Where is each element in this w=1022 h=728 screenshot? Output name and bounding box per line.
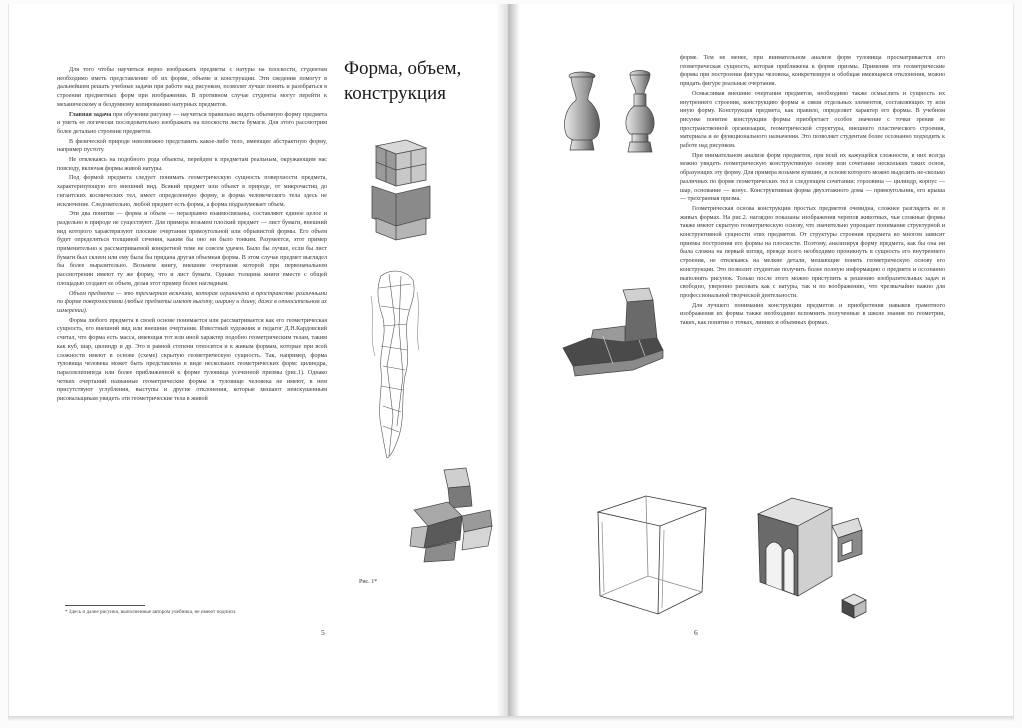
right-page [508,4,1014,716]
right-text-column [680,54,945,329]
torso-sketch [361,266,431,461]
page-number-left: 5 [321,628,325,637]
cube-stack-sketch [364,134,439,244]
paragraph: Для лучшего понимания конструкции предметов и приобретения навыков грамотного изображения их формы также необходимо вспомнить полученные в школе знания по геометрии, таких, как понятия о точках, линиях и объемных формах. [680,302,945,327]
shoe-sketch [553,286,673,386]
paragraph [57,111,327,137]
paragraph: Не отвлекаясь на подобного рода объекты, перейдем к предметам реальным, окружающим нас повсюду, включая формы живой натуры. [57,157,327,172]
paragraph: Геометрическая основа конструкции простых предметов очевидна, сложнее разглядеть ее в живых формах. На рис.2. наглядно показаны изображения черепов животных, чьи сложные формы также имеют скрытую геометрическую основу, что значительно упрощает понимание структурной и конструктивной сущности этих предметов. От структуры строения предмета во многом зависит приемы построения его формы на плоскости. Поэтому, анализируя форму предмета, как бы она ни была сложна на первый взгляд, прежде всего необходимо проникнуть в сущность его внутреннего строения, не отвлекаясь на мелкие детали, мешающие понять геометрическую основу его конструкции. Это позволит студентам получить более полную информацию о предмете и осознанно выполнять рисунок. Только после этого можно приступить к решению изобразительных задач и свободно, уверенно рисовать как с натуры, так и по воображению, что чрезвычайно важно для профессиональной творческой деятельности. [680,205,945,299]
paragraph: Для того чтобы научиться верно изображать предметы с натуры на плоскости, студентам необходимо иметь представление об их форме, объеме и конструкции. Эти сведения помогут в дальнейшем решать учебные задачи при работе над рисунком, позволят лучше понять и разобраться в строении предметных форм при изображении. В противном случае студенты могут перейти к механическому и бездумному копированию натурных предметов. [57,67,327,108]
house-sketch [748,492,878,624]
footnote-divider [65,605,145,606]
paragraph-rest: при обучении рисунку — научиться правильно видеть объемную форму предмета и уметь ее логически последовательно изображать на плоскости листа бумаги. Для этого рассмотрим более детально строение предметов. [57,111,327,135]
left-text-column [57,66,327,405]
left-page [8,4,504,716]
prism-figure-sketch [404,466,496,564]
figure-caption: Рис. 1* [359,579,378,585]
paragraph: При внимательном анализе форм предметов, при всей их кажущейся сложности, в них всегда можно увидеть геометрическую конструктивную основу или сочетание нескольких таких основ, образующих эту форму. Для примера возьмем кувшин, в основе которого можно выделить не-сколько различных по форме геометрических тел в следующем сочетании: горловина — цилиндр, корпус — шар, основание — конус. Конструктивная форма двухэтажного дома — прямоугольник, его крыша — трехгранная призма. [680,152,945,203]
paragraph: форме. Тем не менее, при внимательном анализе форм туловища просматривается его геометрическая сущность, которая приближена к форме призмы. Применяя эти геометрические формы при построении фигуры человека, конкретизируя и обобщая имеющиеся отклонения, можно придать фигуре реальные очертания. [680,55,945,88]
paragraph: Эти два понятия — форма и объем — неразрывно взаимосвязаны, составляют единое целое и раздельно в природе не существуют. Для примера возьмем плоский предмет — лист бумаги, внешний вид которого характеризуют плоские очертания прямоугольной или обрывистой формы. Его объем будет определяться толщиной сечения, каким бы оно ни было тонким. Разумеется, этот пример применительно к рассматриваемой конкретной теме не совсем удачен. Было бы лучше, если бы лист бумаги был склеен или ему была бы придана другая объемная форма. В этом случае предмет выглядел бы более выразительно. Возьмем книгу, внешние очертания которой при первоначальном рассмотрении имеют ту же форму, что и лист бумаги. Однако толщина книги вместе с общей площадью создают ее объем, делая этот пример более наглядным. [57,211,327,287]
lead-phrase: Главная задача [69,111,112,118]
paragraph: Форма любого предмета в своей основе понимается или рассматривается как его геометрическая сущность, его внешний вид или внешние очертания. Известный художник и педагог Д.Н.Кардовский считал, что форма есть масса, имеющая тот или иной характер подобно геометрическим телам, таким как куб, шар, цилиндр и др. Это в равной степени относится и к живым формам, которые при всей сложности имеют в основе (схеме) скрытую геометрическую сущность. Так, например, форма туловища человека может быть представлена в виде нескольких геометрических форм: цилиндра, параллелепипеда или более приближенной к форме туловища усеченной призмы (рис.1). Однако четких очертаний названные геометрические формы в туловище человека не имеют, в нем присутствуют углубления, выступы и другие отклонения, которые мешают неискушенным рисовальщикам увидеть эти геометрические тела в живой [57,317,327,403]
paragraph: Под формой предмета следует понимать геометрическую сущность поверхности предмета, характеризующую его внешний вид. Всякий предмет или объект в природе, от микрочастиц до гигантских космических тел, имеет определенную форму, и форма человеческого тела здесь не исключение. Следовательно, любой предмет есть форма, а форма подразумевает объем. [57,175,327,208]
page-title: Форма, объем, конструкция [344,58,462,104]
wireframe-cube-sketch [590,492,715,618]
paragraph: Объем предмета — это трехмерная величина, которая ограничена в пространстве различными по форме поверхностями (любые предметы имеют высоту, ширину и длину, даже в относительном их измерении). [57,290,327,314]
footnote: * Здесь и далее рисунки, выполненные автором учебника, не имеют подписи. [65,609,237,615]
vases-sketch [558,66,668,176]
paragraph: Осмысливая внешние очертания предметов, необходимо также осмыслить и сущность их внутреннего строения, конструкцию формы и связи отдельных элементов, составляющих ту или иную форму. Конструкция предмета, как правило, определяет характер его формы. В учебном рисунке понятие конструкции формы приобретает особое значение с точки зрения ее пространственной организации, геометрической структуры, внешнего пластического строения, материала и ее функционального назначения. Это позволяет студентам более осознанно подходить к работе над рисунком. [680,90,945,150]
paragraph: В физической природе невозможно представить какое-либо тело, имеющее абстрактную форму, например пустоту. [57,138,327,154]
page-number-right: 6 [694,628,698,637]
page-shadow [8,716,1014,722]
